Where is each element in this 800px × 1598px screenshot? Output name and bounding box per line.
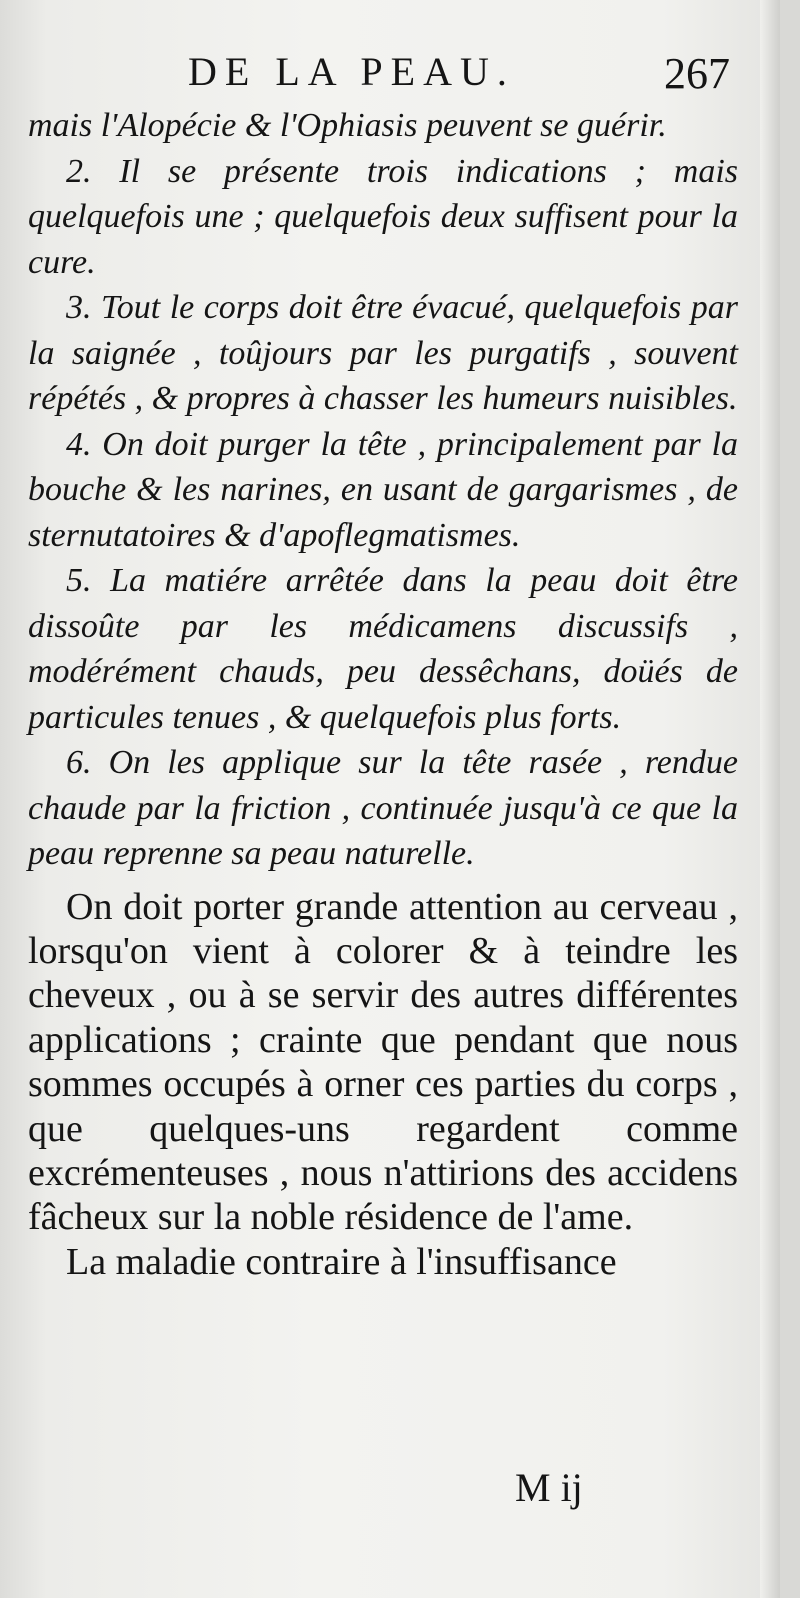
signature-mark: M ij [515,1465,583,1510]
running-head: DE LA PEAU. [188,49,515,94]
page-number: 267 [664,49,730,98]
page-edge-shadow [760,0,780,1598]
paragraph-last-line: La maladie contraire à l'insuffisance [66,1240,617,1283]
paragraph-item-5: 5. La matiére arrêtée dans la peau doit être dissoûte par les médicamens discussifs , modérément chauds, peu dessêchans, doüés de particules tenues , & quelquefois plus forts. [28,562,738,736]
paragraph-item-3: 3. Tout le corps doit être évacué, quelquefois par la saignée , toûjours par les purgatifs , souvent répétés , & propres à chasser les humeurs nuisibles. [28,289,738,417]
paragraph-body-text: On doit porter grande attention au cerveau , lorsqu'on vient à colorer & à teindre les cheveux , ou à se servir des autres différentes applications ; crainte que pendant que nous sommes occupés à orner ces parties du corps , que quelques-uns regardent comme excrémenteuses , nous n'attirions des accidens fâcheux sur la noble résidence de l'ame. [28,885,738,1239]
page-header [0,48,780,108]
paragraph-continuation: mais l'Alopécie & l'Ophiasis peuvent se guérir. [28,107,667,144]
page-body [28,103,738,1284]
paragraph-item-2: 2. Il se présente trois indications ; mais quelquefois une ; quelquefois deux suffisent pour la cure. [28,152,738,281]
paragraph-item-6: 6. On les applique sur la tête rasée , rendue chaude par la friction , continuée jusqu'à ce que la peau reprenne sa peau naturelle. [28,744,738,872]
paragraph-item-4: 4. On doit purger la tête , principalement par la bouche & les narines, en usant de gargarismes , de sternutatoires & d'apoflegmatismes. [28,425,738,554]
